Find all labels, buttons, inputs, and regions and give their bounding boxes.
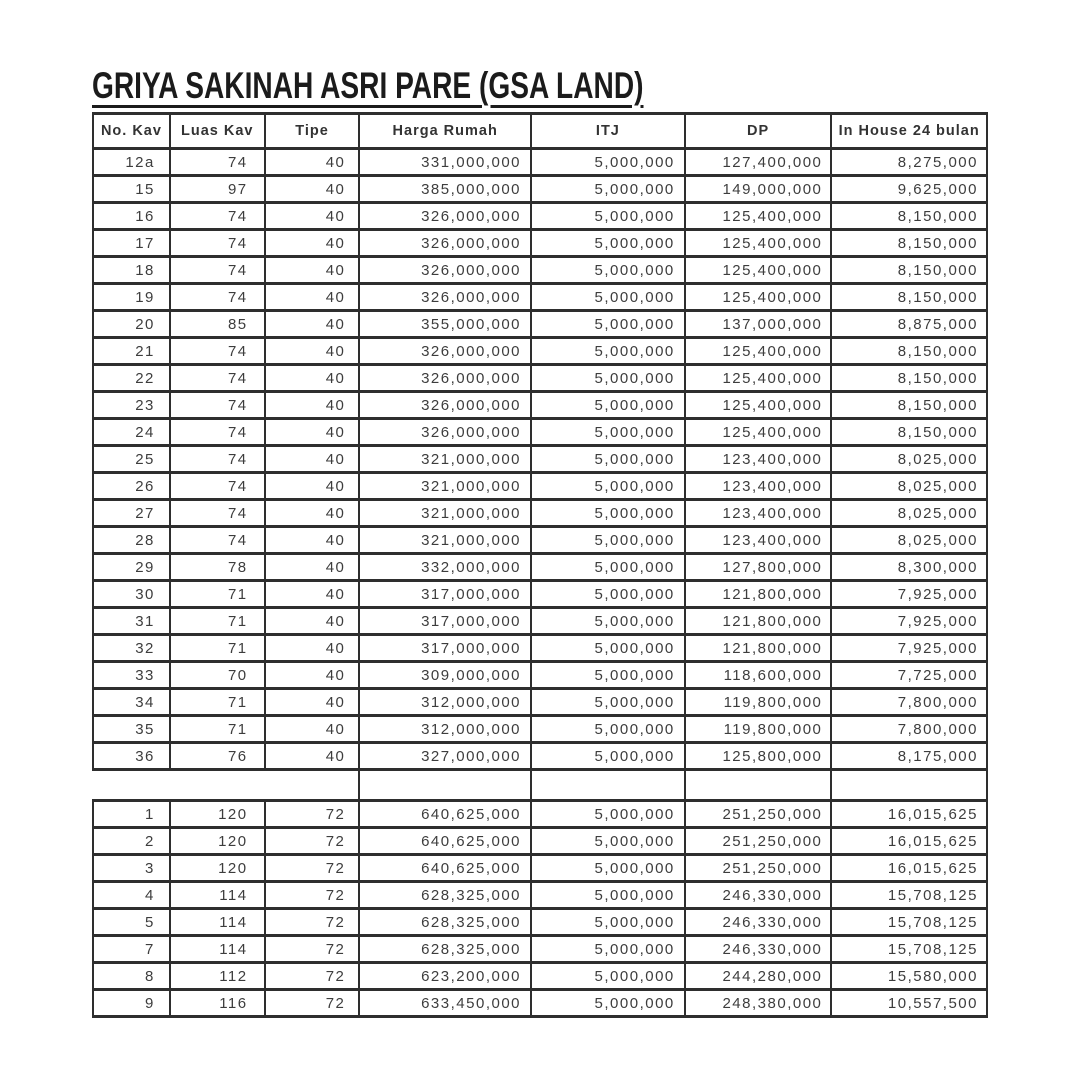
cell-in-house-24-bulan: 8,025,000 — [831, 527, 987, 554]
cell-in-house-24-bulan: 7,925,000 — [831, 581, 987, 608]
cell-harga-rumah: 321,000,000 — [359, 500, 531, 527]
cell-itj: 5,000,000 — [531, 662, 685, 689]
cell-harga-rumah: 633,450,000 — [359, 990, 531, 1017]
cell-itj: 5,000,000 — [531, 392, 685, 419]
cell-itj: 5,000,000 — [531, 635, 685, 662]
table-row — [93, 743, 987, 770]
cell-in-house-24-bulan: 7,800,000 — [831, 689, 987, 716]
cell-itj: 5,000,000 — [531, 338, 685, 365]
cell-dp: 123,400,000 — [685, 500, 832, 527]
table-row — [93, 446, 987, 473]
cell-harga-rumah: 326,000,000 — [359, 230, 531, 257]
cell-no-kav: 29 — [93, 554, 170, 581]
table-row — [93, 500, 987, 527]
gap-cell — [831, 770, 987, 801]
cell-harga-rumah: 317,000,000 — [359, 608, 531, 635]
cell-harga-rumah: 628,325,000 — [359, 909, 531, 936]
cell-no-kav: 15 — [93, 176, 170, 203]
cell-dp: 125,400,000 — [685, 365, 832, 392]
table-row — [93, 284, 987, 311]
cell-harga-rumah: 326,000,000 — [359, 284, 531, 311]
cell-luas-kav: 74 — [170, 149, 265, 176]
gap-cell — [93, 770, 359, 801]
cell-itj: 5,000,000 — [531, 716, 685, 743]
cell-dp: 119,800,000 — [685, 689, 832, 716]
table-row — [93, 338, 987, 365]
cell-itj: 5,000,000 — [531, 801, 685, 828]
cell-harga-rumah: 628,325,000 — [359, 936, 531, 963]
cell-tipe: 72 — [265, 801, 360, 828]
cell-harga-rumah: 623,200,000 — [359, 963, 531, 990]
cell-luas-kav: 76 — [170, 743, 265, 770]
cell-in-house-24-bulan: 8,150,000 — [831, 338, 987, 365]
cell-no-kav: 8 — [93, 963, 170, 990]
cell-tipe: 40 — [265, 176, 360, 203]
cell-tipe: 72 — [265, 963, 360, 990]
column-header-harga-rumah: Harga Rumah — [359, 114, 531, 149]
cell-luas-kav: 120 — [170, 855, 265, 882]
cell-dp: 248,380,000 — [685, 990, 832, 1017]
cell-tipe: 40 — [265, 527, 360, 554]
cell-in-house-24-bulan: 15,708,125 — [831, 909, 987, 936]
cell-luas-kav: 114 — [170, 882, 265, 909]
table-row — [93, 257, 987, 284]
cell-itj: 5,000,000 — [531, 990, 685, 1017]
cell-tipe: 72 — [265, 936, 360, 963]
cell-tipe: 72 — [265, 882, 360, 909]
cell-itj: 5,000,000 — [531, 909, 685, 936]
table-row — [93, 203, 987, 230]
table-row — [93, 801, 987, 828]
cell-harga-rumah: 326,000,000 — [359, 419, 531, 446]
cell-tipe: 40 — [265, 743, 360, 770]
gap-cell — [359, 770, 531, 801]
cell-luas-kav: 74 — [170, 257, 265, 284]
cell-in-house-24-bulan: 8,150,000 — [831, 203, 987, 230]
cell-luas-kav: 78 — [170, 554, 265, 581]
cell-dp: 123,400,000 — [685, 473, 832, 500]
cell-tipe: 40 — [265, 365, 360, 392]
cell-itj: 5,000,000 — [531, 936, 685, 963]
cell-dp: 251,250,000 — [685, 855, 832, 882]
cell-no-kav: 34 — [93, 689, 170, 716]
cell-tipe: 40 — [265, 554, 360, 581]
cell-in-house-24-bulan: 8,025,000 — [831, 446, 987, 473]
cell-no-kav: 19 — [93, 284, 170, 311]
cell-luas-kav: 120 — [170, 801, 265, 828]
cell-dp: 127,800,000 — [685, 554, 832, 581]
cell-harga-rumah: 628,325,000 — [359, 882, 531, 909]
header-row — [93, 114, 987, 149]
table-row — [93, 855, 987, 882]
cell-luas-kav: 71 — [170, 635, 265, 662]
cell-no-kav: 18 — [93, 257, 170, 284]
cell-in-house-24-bulan: 16,015,625 — [831, 801, 987, 828]
gap-cell — [531, 770, 685, 801]
cell-no-kav: 9 — [93, 990, 170, 1017]
column-header-luas-kav: Luas Kav — [170, 114, 265, 149]
cell-no-kav: 21 — [93, 338, 170, 365]
section-gap-row — [93, 770, 987, 801]
cell-harga-rumah: 326,000,000 — [359, 365, 531, 392]
cell-itj: 5,000,000 — [531, 149, 685, 176]
cell-dp: 125,400,000 — [685, 338, 832, 365]
cell-luas-kav: 71 — [170, 581, 265, 608]
cell-dp: 127,400,000 — [685, 149, 832, 176]
table-row — [93, 909, 987, 936]
cell-no-kav: 31 — [93, 608, 170, 635]
cell-itj: 5,000,000 — [531, 203, 685, 230]
cell-tipe: 40 — [265, 257, 360, 284]
cell-itj: 5,000,000 — [531, 365, 685, 392]
table-row — [93, 527, 987, 554]
cell-luas-kav: 71 — [170, 716, 265, 743]
cell-tipe: 40 — [265, 635, 360, 662]
cell-in-house-24-bulan: 8,300,000 — [831, 554, 987, 581]
cell-luas-kav: 97 — [170, 176, 265, 203]
cell-luas-kav: 114 — [170, 936, 265, 963]
table-row — [93, 149, 987, 176]
table-row — [93, 311, 987, 338]
cell-in-house-24-bulan: 7,925,000 — [831, 635, 987, 662]
table-row — [93, 828, 987, 855]
cell-in-house-24-bulan: 9,625,000 — [831, 176, 987, 203]
cell-luas-kav: 70 — [170, 662, 265, 689]
cell-dp: 125,400,000 — [685, 203, 832, 230]
cell-luas-kav: 74 — [170, 203, 265, 230]
cell-tipe: 72 — [265, 909, 360, 936]
cell-in-house-24-bulan: 8,150,000 — [831, 230, 987, 257]
price-table-container — [92, 112, 988, 1018]
cell-dp: 246,330,000 — [685, 882, 832, 909]
cell-tipe: 40 — [265, 473, 360, 500]
cell-no-kav: 30 — [93, 581, 170, 608]
cell-in-house-24-bulan: 8,275,000 — [831, 149, 987, 176]
cell-no-kav: 17 — [93, 230, 170, 257]
cell-no-kav: 26 — [93, 473, 170, 500]
table-row — [93, 936, 987, 963]
cell-dp: 123,400,000 — [685, 527, 832, 554]
cell-luas-kav: 71 — [170, 608, 265, 635]
cell-luas-kav: 114 — [170, 909, 265, 936]
cell-dp: 125,400,000 — [685, 284, 832, 311]
cell-in-house-24-bulan: 10,557,500 — [831, 990, 987, 1017]
column-header-in-house-24-bulan: In House 24 bulan — [831, 114, 987, 149]
cell-dp: 246,330,000 — [685, 936, 832, 963]
cell-harga-rumah: 326,000,000 — [359, 257, 531, 284]
cell-tipe: 72 — [265, 828, 360, 855]
table-row — [93, 230, 987, 257]
cell-luas-kav: 74 — [170, 419, 265, 446]
cell-harga-rumah: 317,000,000 — [359, 635, 531, 662]
cell-dp: 246,330,000 — [685, 909, 832, 936]
cell-tipe: 40 — [265, 392, 360, 419]
cell-tipe: 40 — [265, 338, 360, 365]
cell-dp: 149,000,000 — [685, 176, 832, 203]
cell-dp: 119,800,000 — [685, 716, 832, 743]
cell-itj: 5,000,000 — [531, 230, 685, 257]
cell-no-kav: 35 — [93, 716, 170, 743]
cell-dp: 121,800,000 — [685, 635, 832, 662]
table-row — [93, 716, 987, 743]
cell-luas-kav: 74 — [170, 338, 265, 365]
cell-no-kav: 20 — [93, 311, 170, 338]
cell-dp: 125,400,000 — [685, 257, 832, 284]
cell-dp: 137,000,000 — [685, 311, 832, 338]
cell-dp: 125,400,000 — [685, 419, 832, 446]
cell-itj: 5,000,000 — [531, 527, 685, 554]
cell-in-house-24-bulan: 8,875,000 — [831, 311, 987, 338]
cell-luas-kav: 116 — [170, 990, 265, 1017]
cell-luas-kav: 74 — [170, 446, 265, 473]
cell-in-house-24-bulan: 15,580,000 — [831, 963, 987, 990]
cell-harga-rumah: 327,000,000 — [359, 743, 531, 770]
cell-dp: 123,400,000 — [685, 446, 832, 473]
cell-no-kav: 4 — [93, 882, 170, 909]
cell-itj: 5,000,000 — [531, 689, 685, 716]
cell-harga-rumah: 326,000,000 — [359, 392, 531, 419]
column-header-tipe: Tipe — [265, 114, 360, 149]
cell-itj: 5,000,000 — [531, 743, 685, 770]
cell-no-kav: 25 — [93, 446, 170, 473]
cell-dp: 125,800,000 — [685, 743, 832, 770]
cell-harga-rumah: 326,000,000 — [359, 203, 531, 230]
cell-itj: 5,000,000 — [531, 554, 685, 581]
cell-no-kav: 5 — [93, 909, 170, 936]
cell-no-kav: 27 — [93, 500, 170, 527]
cell-in-house-24-bulan: 8,150,000 — [831, 284, 987, 311]
cell-in-house-24-bulan: 15,708,125 — [831, 936, 987, 963]
cell-dp: 125,400,000 — [685, 230, 832, 257]
cell-no-kav: 2 — [93, 828, 170, 855]
cell-tipe: 40 — [265, 203, 360, 230]
cell-luas-kav: 74 — [170, 392, 265, 419]
cell-harga-rumah: 309,000,000 — [359, 662, 531, 689]
cell-harga-rumah: 321,000,000 — [359, 473, 531, 500]
table-row — [93, 990, 987, 1017]
cell-in-house-24-bulan: 8,025,000 — [831, 500, 987, 527]
cell-itj: 5,000,000 — [531, 500, 685, 527]
cell-dp: 251,250,000 — [685, 801, 832, 828]
cell-itj: 5,000,000 — [531, 608, 685, 635]
cell-luas-kav: 74 — [170, 473, 265, 500]
cell-no-kav: 33 — [93, 662, 170, 689]
cell-itj: 5,000,000 — [531, 446, 685, 473]
cell-itj: 5,000,000 — [531, 176, 685, 203]
cell-luas-kav: 74 — [170, 230, 265, 257]
cell-harga-rumah: 640,625,000 — [359, 855, 531, 882]
cell-dp: 125,400,000 — [685, 392, 832, 419]
cell-harga-rumah: 317,000,000 — [359, 581, 531, 608]
table-row — [93, 365, 987, 392]
cell-itj: 5,000,000 — [531, 855, 685, 882]
cell-in-house-24-bulan: 8,150,000 — [831, 392, 987, 419]
price-table — [92, 112, 988, 1018]
cell-in-house-24-bulan: 7,725,000 — [831, 662, 987, 689]
cell-itj: 5,000,000 — [531, 284, 685, 311]
cell-tipe: 40 — [265, 689, 360, 716]
cell-no-kav: 32 — [93, 635, 170, 662]
cell-dp: 121,800,000 — [685, 608, 832, 635]
table-row — [93, 689, 987, 716]
cell-itj: 5,000,000 — [531, 963, 685, 990]
table-row — [93, 882, 987, 909]
cell-harga-rumah: 321,000,000 — [359, 446, 531, 473]
cell-luas-kav: 71 — [170, 689, 265, 716]
cell-no-kav: 28 — [93, 527, 170, 554]
cell-tipe: 40 — [265, 149, 360, 176]
cell-luas-kav: 74 — [170, 365, 265, 392]
column-header-itj: ITJ — [531, 114, 685, 149]
cell-harga-rumah: 331,000,000 — [359, 149, 531, 176]
cell-in-house-24-bulan: 7,925,000 — [831, 608, 987, 635]
cell-no-kav: 22 — [93, 365, 170, 392]
cell-no-kav: 12a — [93, 149, 170, 176]
cell-tipe: 72 — [265, 990, 360, 1017]
cell-itj: 5,000,000 — [531, 828, 685, 855]
cell-no-kav: 3 — [93, 855, 170, 882]
cell-tipe: 72 — [265, 855, 360, 882]
cell-tipe: 40 — [265, 581, 360, 608]
cell-tipe: 40 — [265, 446, 360, 473]
cell-tipe: 40 — [265, 500, 360, 527]
cell-luas-kav: 74 — [170, 284, 265, 311]
cell-harga-rumah: 326,000,000 — [359, 338, 531, 365]
table-row — [93, 581, 987, 608]
cell-luas-kav: 74 — [170, 500, 265, 527]
cell-tipe: 40 — [265, 608, 360, 635]
cell-in-house-24-bulan: 8,175,000 — [831, 743, 987, 770]
cell-itj: 5,000,000 — [531, 311, 685, 338]
cell-luas-kav: 120 — [170, 828, 265, 855]
cell-harga-rumah: 355,000,000 — [359, 311, 531, 338]
page-title: GRIYA SAKINAH ASRI PARE (GSA LAND) — [92, 64, 644, 106]
cell-in-house-24-bulan: 16,015,625 — [831, 855, 987, 882]
cell-tipe: 40 — [265, 662, 360, 689]
cell-itj: 5,000,000 — [531, 473, 685, 500]
cell-harga-rumah: 321,000,000 — [359, 527, 531, 554]
cell-no-kav: 23 — [93, 392, 170, 419]
table-row — [93, 554, 987, 581]
cell-no-kav: 1 — [93, 801, 170, 828]
table-row — [93, 419, 987, 446]
cell-dp: 251,250,000 — [685, 828, 832, 855]
cell-tipe: 40 — [265, 230, 360, 257]
cell-in-house-24-bulan: 8,150,000 — [831, 419, 987, 446]
cell-harga-rumah: 640,625,000 — [359, 828, 531, 855]
cell-dp: 244,280,000 — [685, 963, 832, 990]
cell-tipe: 40 — [265, 419, 360, 446]
cell-luas-kav: 85 — [170, 311, 265, 338]
cell-no-kav: 7 — [93, 936, 170, 963]
table-row — [93, 473, 987, 500]
cell-itj: 5,000,000 — [531, 257, 685, 284]
cell-harga-rumah: 332,000,000 — [359, 554, 531, 581]
cell-itj: 5,000,000 — [531, 581, 685, 608]
cell-harga-rumah: 312,000,000 — [359, 689, 531, 716]
cell-in-house-24-bulan: 7,800,000 — [831, 716, 987, 743]
cell-dp: 121,800,000 — [685, 581, 832, 608]
column-header-no-kav: No. Kav — [93, 114, 170, 149]
table-row — [93, 176, 987, 203]
cell-tipe: 40 — [265, 716, 360, 743]
cell-dp: 118,600,000 — [685, 662, 832, 689]
table-body — [93, 149, 987, 1017]
table-row — [93, 635, 987, 662]
table-row — [93, 392, 987, 419]
cell-in-house-24-bulan: 8,025,000 — [831, 473, 987, 500]
cell-no-kav: 16 — [93, 203, 170, 230]
table-row — [93, 608, 987, 635]
column-header-dp: DP — [685, 114, 832, 149]
cell-in-house-24-bulan: 8,150,000 — [831, 365, 987, 392]
cell-in-house-24-bulan: 15,708,125 — [831, 882, 987, 909]
cell-no-kav: 24 — [93, 419, 170, 446]
cell-tipe: 40 — [265, 311, 360, 338]
gap-cell — [685, 770, 832, 801]
cell-no-kav: 36 — [93, 743, 170, 770]
cell-luas-kav: 74 — [170, 527, 265, 554]
cell-harga-rumah: 385,000,000 — [359, 176, 531, 203]
table-row — [93, 963, 987, 990]
cell-itj: 5,000,000 — [531, 882, 685, 909]
table-row — [93, 662, 987, 689]
cell-in-house-24-bulan: 8,150,000 — [831, 257, 987, 284]
cell-tipe: 40 — [265, 284, 360, 311]
cell-in-house-24-bulan: 16,015,625 — [831, 828, 987, 855]
cell-harga-rumah: 312,000,000 — [359, 716, 531, 743]
cell-itj: 5,000,000 — [531, 419, 685, 446]
cell-luas-kav: 112 — [170, 963, 265, 990]
cell-harga-rumah: 640,625,000 — [359, 801, 531, 828]
